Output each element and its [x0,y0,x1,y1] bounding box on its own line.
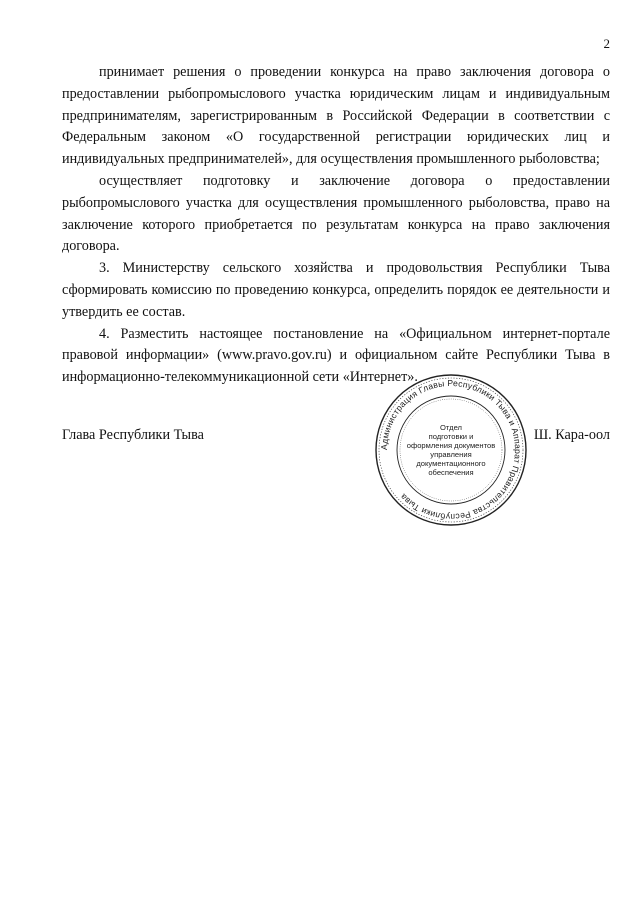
official-seal-stamp [373,372,529,528]
seal-inner-line: управления [430,450,472,459]
paragraph: принимает решения о проведении конкурса на право заключения договора о предоставлении рыбопромыслового участка юридическим лицам и индивидуальным предпринимателям, зарегистрированным в Российской Федерации в соответствии с Федеральным законом «О государственной регистрации юридических лиц и индивидуальных предпринимателей», для осуществления промышленного рыболовства; [62,64,610,168]
svg-text:Администрация Главы Республики: Администрация Главы Республики Тыва и Аппарат Правительства Республики Тыва [378,377,524,523]
seal-inner-line: обеспечения [428,468,474,477]
signatory-title: Глава Республики Тыва [62,427,204,443]
document-body [62,62,610,389]
page-number: 2 [603,36,610,51]
seal-inner-line: оформления документов [406,441,496,450]
paragraph: 3. Министерству сельского хозяйства и продовольствия Республики Тыва сформировать комиссию по проведению конкурса, определить порядок ее деятельности и утвердить ее состав. [62,260,610,320]
seal-graphic [373,372,529,528]
paragraph: 4. Разместить настоящее постановление на «Официальном интернет-портале правовой информации» (www.pravo.gov.ru) и официальном сайте Республики Тыва в информационно-телекоммуникационной сети «Интернет». [62,325,610,386]
seal-inner-line: подготовки и [428,432,474,441]
paragraph: осуществляет подготовку и заключение договора о предоставлении рыбопромыслового участка для осуществления промышленного рыболовства, право на заключение которого приобретается по результатам конкурса на право заключения договора. [62,172,610,255]
signatory-name: Ш. Кара-оол [533,427,610,443]
seal-inner-line: документационного [416,459,486,468]
seal-inner-line: Отдел [440,423,462,432]
